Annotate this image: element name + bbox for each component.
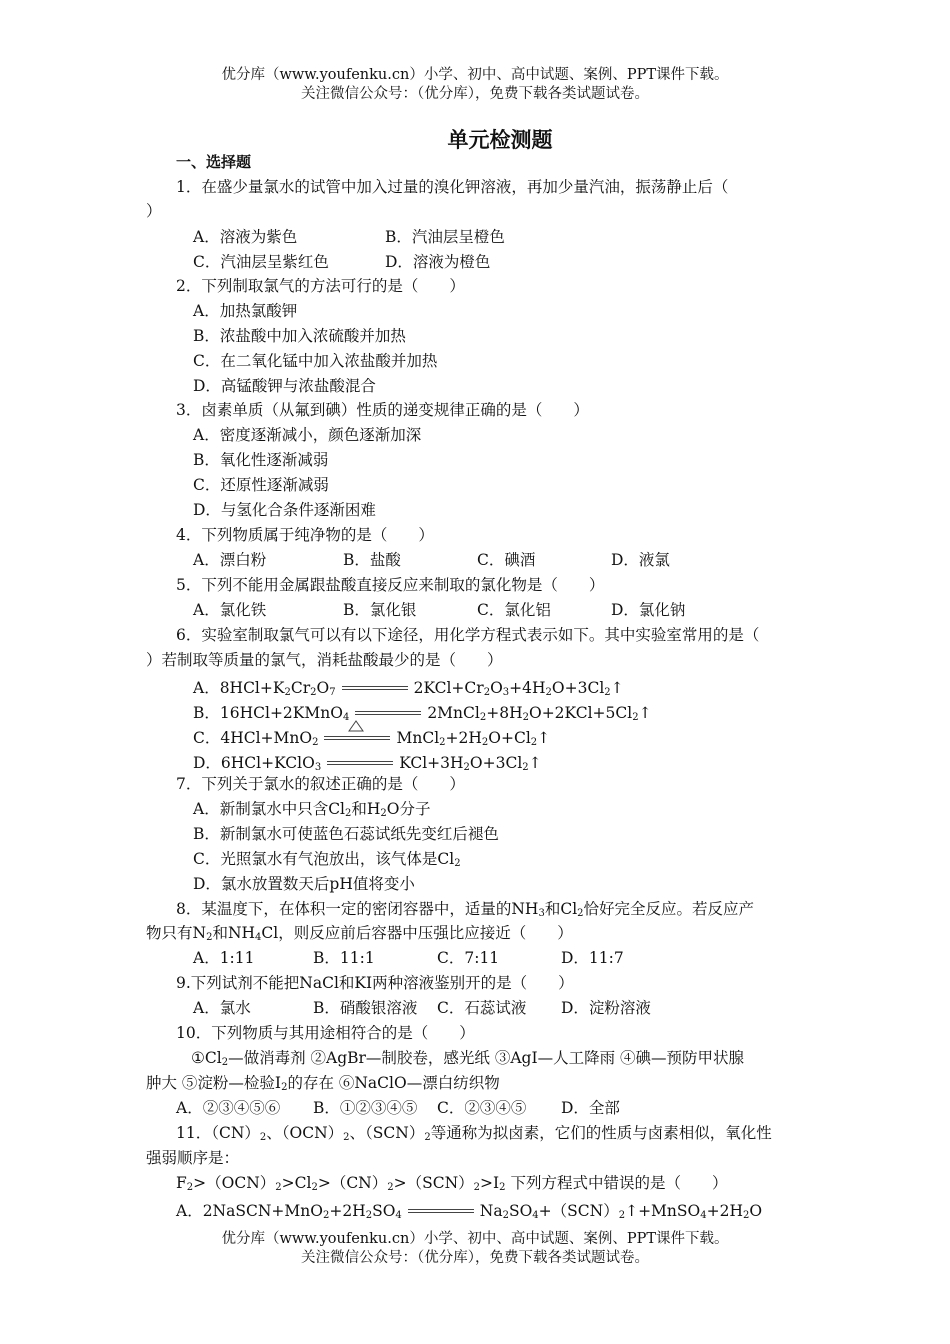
q10-list-line-2-text: 肿大 ⑤淀粉—检验$I_2$的存在 ⑥NaClO—漂白纺织物 <box>146 1074 500 1093</box>
q6-option-d <box>193 753 542 773</box>
q8-option-c: C．7:11 <box>437 949 500 967</box>
q4-stem: 4．下列物质属于纯净物的是（ ） <box>176 526 434 544</box>
q10-list-line-1 <box>191 1048 744 1068</box>
reaction-equals-sign-heated <box>324 734 390 744</box>
q6-b-reactants: B．16HCl+2KMnO$_4$ <box>193 704 350 723</box>
q5-option-c: C．氯化铝 <box>477 601 551 619</box>
reaction-equals-sign <box>355 709 421 719</box>
header-line-1: 优分库（www.youfenku.cn）小学、初中、高中试题、案例、PPT课件下载。 <box>221 67 729 83</box>
heat-triangle-icon <box>348 720 364 732</box>
q9-option-b: B．硝酸银溶液 <box>313 999 418 1017</box>
q8-option-a: A．1:11 <box>193 949 255 967</box>
q6-b-products: $2MnCl_2+8H_2O+2KCl+5Cl_2↑$ <box>427 704 652 723</box>
q5-stem: 5．下列不能用金属跟盐酸直接反应来制取的氯化物是（ ） <box>176 576 605 594</box>
q11-a-products: $Na_2SO_4+(SCN)_2↑+MnSO_4+2H_2O$ <box>479 1202 763 1221</box>
q3-option-a: A．密度逐渐减小，颜色逐渐加深 <box>193 426 422 444</box>
q2-option-b: B．浓盐酸中加入浓硫酸并加热 <box>193 327 406 345</box>
q10-option-d: D．全部 <box>561 1099 620 1117</box>
q7-stem: 7．下列关于氯水的叙述正确的是（ ） <box>176 775 465 793</box>
q7-option-b: B．新制氯水可使蓝色石蕊试纸先变红后褪色 <box>193 825 499 843</box>
q4-option-c: C．碘酒 <box>477 551 536 569</box>
q6-option-c <box>193 728 550 748</box>
q10-option-b: B．①②③④⑤ <box>313 1099 418 1117</box>
q2-option-a: A．加热氯酸钾 <box>193 302 298 320</box>
q7-option-c-text: C．光照氯水有气泡放出，该气体是$Cl_2$ <box>193 850 461 869</box>
q1-option-d: D．溶液为橙色 <box>385 253 491 271</box>
q4-option-a: A．漂白粉 <box>193 551 267 569</box>
q8-option-d: D．11:7 <box>561 949 624 967</box>
q10-list-line-1-text: $①Cl_2—$做消毒剂 ②AgBr—制胶卷，感光纸 ③AgI—人工降雨 ④碘—预防甲状腺 <box>191 1049 745 1068</box>
q8-stem-text: 8．某温度下，在体积一定的密闭容器中，适量的$NH_3$和$Cl_2$恰好完全反应。若反应产 <box>176 900 755 919</box>
q6-a-reactants: A．$8HCl+K_2Cr_2O_7$ <box>193 679 336 698</box>
q11-oxidation-order <box>176 1173 727 1193</box>
q11-stem-cont: 强弱顺序是： <box>146 1149 240 1167</box>
q11-stem-text: 11．$(CN)_2$、$(OCN)_2$、$(SCN)_2$等通称为拟卤素，它们的性质与卤素相似，氧化性 <box>176 1124 772 1143</box>
page-title: 单元检测题 <box>447 128 553 152</box>
q10-option-c: C．②③④⑤ <box>437 1099 527 1117</box>
q5-option-a: A．氯化铁 <box>193 601 267 619</box>
q10-stem: 10．下列物质与其用途相符合的是（ ） <box>176 1024 475 1042</box>
q10-list-line-2 <box>146 1073 500 1093</box>
header-line-2: 关注微信公众号：（优分库），免费下载各类试题试卷。 <box>301 86 649 102</box>
q6-stem: 6．实验室制取氯气可以有以下途径，用化学方程式表示如下。其中实验室常用的是（ <box>176 626 760 644</box>
footer-line-2: 关注微信公众号：（优分库），免费下载各类试题试卷。 <box>301 1250 649 1266</box>
q9-option-a: A．氯水 <box>193 999 251 1017</box>
q9-stem: 9.下列试剂不能把NaCl和KI两种溶液鉴别开的是（ ） <box>176 974 574 992</box>
q4-option-b: B．盐酸 <box>343 551 401 569</box>
q11-oxidation-order-text: $F_2>(OCN)_2>Cl_2>(CN)_2>(SCN)_2>I_2$ 下列方程式中错误的是（ ） <box>176 1174 728 1193</box>
section-heading: 一、选择题 <box>176 153 252 171</box>
q1-option-a: A．溶液为紫色 <box>193 228 298 246</box>
q11-stem <box>176 1123 772 1143</box>
q8-option-b: B．11:1 <box>313 949 375 967</box>
q9-option-d: D．淀粉溶液 <box>561 999 651 1017</box>
q1-stem: 1．在盛少量氯水的试管中加入过量的溴化钾溶液，再加少量汽油，振荡静止后（ <box>176 178 729 196</box>
q11-a-reactants: A．$2NaSCN+MnO_2+2H_2SO_4$ <box>176 1202 402 1221</box>
reaction-equals-sign <box>342 684 408 694</box>
q8-stem-cont-text: 物只有$N_2$和$NH_4Cl$，则反应前后容器中压强比应接近（ ） <box>146 924 573 943</box>
q6-c-products: $MnCl_2+2H_2O+Cl_2↑$ <box>396 729 551 748</box>
q3-option-d: D．与氢化合条件逐渐困难 <box>193 501 376 519</box>
q6-option-a <box>193 678 624 698</box>
q6-option-b <box>193 703 652 723</box>
q2-option-c: C．在二氧化锰中加入浓盐酸并加热 <box>193 352 438 370</box>
q3-stem: 3．卤素单质（从氟到碘）性质的递变规律正确的是（ ） <box>176 401 589 419</box>
q8-stem-cont <box>146 923 573 943</box>
reaction-equals-sign <box>408 1207 474 1217</box>
q6-c-reactants: C．4HCl+MnO$_2$ <box>193 729 319 748</box>
q7-option-d: D．氯水放置数天后pH值将变小 <box>193 875 415 893</box>
q1-option-b: B．汽油层呈橙色 <box>385 228 505 246</box>
q1-option-c: C．汽油层呈紫红色 <box>193 253 329 271</box>
q2-option-d: D．高锰酸钾与浓盐酸混合 <box>193 377 376 395</box>
q8-stem <box>176 899 754 919</box>
q4-option-d: D．液氯 <box>611 551 670 569</box>
q5-option-b: B．氯化银 <box>343 601 417 619</box>
footer-line-1: 优分库（www.youfenku.cn）小学、初中、高中试题、案例、PPT课件下载。 <box>221 1231 729 1247</box>
q7-option-c <box>193 849 461 869</box>
q7-option-a <box>193 799 431 819</box>
q6-d-products: $KCl+3H_2O+3Cl_2↑$ <box>399 754 542 773</box>
q9-option-c: C．石蕊试液 <box>437 999 527 1017</box>
q7-option-a-text: A．新制氯水中只含$Cl_2$和$H_2O$分子 <box>193 800 431 819</box>
q11-option-a <box>176 1201 762 1221</box>
reaction-equals-sign <box>327 759 393 769</box>
q3-option-b: B．氧化性逐渐减弱 <box>193 451 329 469</box>
q3-option-c: C．还原性逐渐减弱 <box>193 476 329 494</box>
q6-d-reactants: D．6HCl+KClO$_3$ <box>193 754 322 773</box>
q6-a-products: $2KCl+Cr_2O_3+4H_2O+3Cl_2↑$ <box>413 679 624 698</box>
q1-stem-cont: ） <box>146 202 162 220</box>
q5-option-d: D．氯化钠 <box>611 601 686 619</box>
q6-stem-cont: ）若制取等质量的氯气，消耗盐酸最少的是（ ） <box>146 651 503 669</box>
q10-option-a: A．②③④⑤⑥ <box>176 1099 281 1117</box>
q2-stem: 2．下列制取氯气的方法可行的是（ ） <box>176 277 465 295</box>
